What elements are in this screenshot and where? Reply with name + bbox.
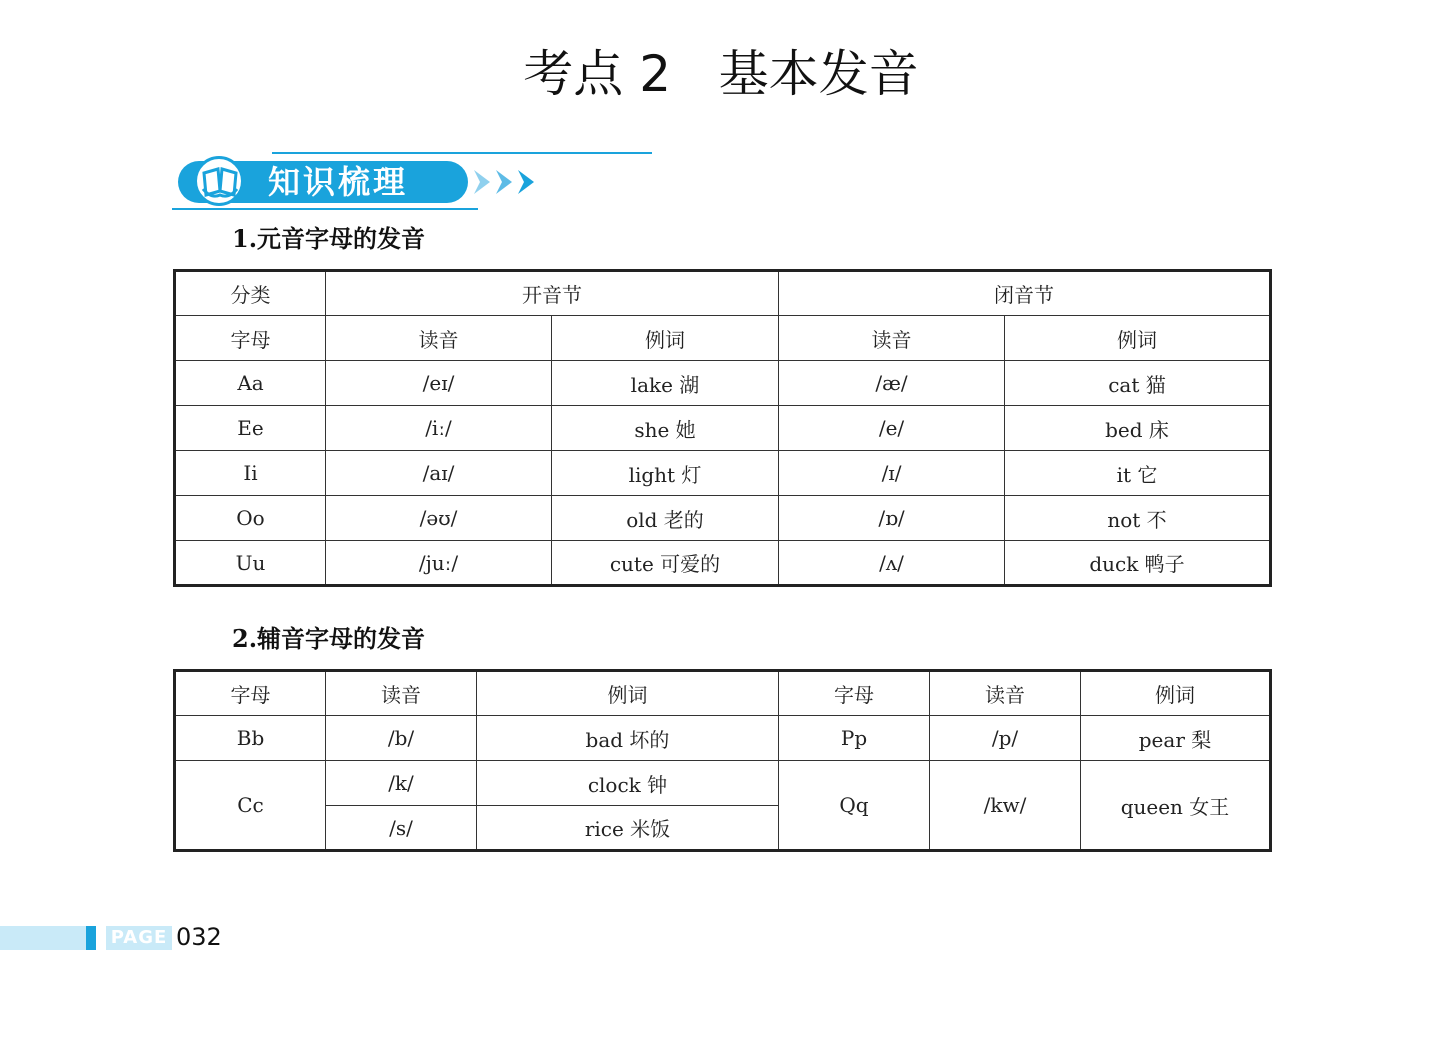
letter-cell: Pp: [779, 716, 930, 761]
table-header-row: [175, 671, 1271, 716]
table-row: [175, 361, 1271, 406]
closed-example-cell: it 它: [1005, 451, 1271, 496]
letter-cell: Oo: [175, 496, 326, 541]
closed-sound-cell: /ɒ/: [779, 496, 1005, 541]
banner-bottom-line: [172, 208, 478, 210]
vowel-table: [173, 269, 1272, 587]
letter-header: 字母: [779, 671, 930, 716]
table-row: [175, 716, 1271, 761]
letter-cell: Ee: [175, 406, 326, 451]
sound-cell: /b/: [326, 716, 477, 761]
closed-sound-cell: /ɪ/: [779, 451, 1005, 496]
example-cell: queen 女王: [1081, 761, 1271, 851]
open-sound-header: 读音: [326, 316, 552, 361]
sound-cell: /s/: [326, 806, 477, 851]
closed-sound-cell: /ʌ/: [779, 541, 1005, 586]
letter-cell: Qq: [779, 761, 930, 851]
page-label: PAGE: [106, 926, 172, 950]
category-header: 分类: [175, 271, 326, 316]
example-cell: bad 坏的: [477, 716, 779, 761]
sound-cell: /kw/: [930, 761, 1081, 851]
letter-header: 字母: [175, 316, 326, 361]
table-row: [175, 761, 1271, 806]
table-header-row: [175, 271, 1271, 316]
open-sound-cell: /eɪ/: [326, 361, 552, 406]
open-example-header: 例词: [552, 316, 779, 361]
triple-chevron-right-icon: [472, 166, 552, 198]
letter-cell: Uu: [175, 541, 326, 586]
open-example-cell: she 她: [552, 406, 779, 451]
table-subheader-row: [175, 316, 1271, 361]
letter-cell: Aa: [175, 361, 326, 406]
closed-example-cell: not 不: [1005, 496, 1271, 541]
consonants-heading: 2.辅音字母的发音: [232, 624, 426, 653]
sound-header: 读音: [326, 671, 477, 716]
letter-cell: Bb: [175, 716, 326, 761]
example-cell: rice 米饭: [477, 806, 779, 851]
table-row: [175, 406, 1271, 451]
closed-sound-cell: /e/: [779, 406, 1005, 451]
closed-example-cell: bed 床: [1005, 406, 1271, 451]
sound-header: 读音: [930, 671, 1081, 716]
letter-header: 字母: [175, 671, 326, 716]
closed-example-cell: cat 猫: [1005, 361, 1271, 406]
example-cell: pear 梨: [1081, 716, 1271, 761]
vowels-heading: 1.元音字母的发音: [232, 224, 426, 253]
closed-syllable-header: 闭音节: [779, 271, 1271, 316]
open-example-cell: lake 湖: [552, 361, 779, 406]
example-cell: clock 钟: [477, 761, 779, 806]
page-number: 032: [176, 923, 222, 951]
open-example-cell: light 灯: [552, 451, 779, 496]
closed-example-header: 例词: [1005, 316, 1271, 361]
open-sound-cell: /əʊ/: [326, 496, 552, 541]
page-title: 考点 2 基本发音: [523, 45, 919, 103]
table-row: [175, 541, 1271, 586]
section-banner: [172, 150, 562, 214]
open-syllable-header: 开音节: [326, 271, 779, 316]
open-example-cell: cute 可爱的: [552, 541, 779, 586]
open-sound-cell: /iː/: [326, 406, 552, 451]
closed-example-cell: duck 鸭子: [1005, 541, 1271, 586]
consonant-table: [173, 669, 1272, 852]
table-row: [175, 496, 1271, 541]
example-header: 例词: [477, 671, 779, 716]
sound-cell: /p/: [930, 716, 1081, 761]
letter-cell: Cc: [175, 761, 326, 851]
example-header: 例词: [1081, 671, 1271, 716]
open-example-cell: old 老的: [552, 496, 779, 541]
open-sound-cell: /juː/: [326, 541, 552, 586]
closed-sound-cell: /æ/: [779, 361, 1005, 406]
footer-bar: [0, 926, 86, 950]
table-row: [175, 451, 1271, 496]
closed-sound-header: 读音: [779, 316, 1005, 361]
open-sound-cell: /aɪ/: [326, 451, 552, 496]
footer-marker: [86, 926, 96, 950]
letter-cell: Ii: [175, 451, 326, 496]
sound-cell: /k/: [326, 761, 477, 806]
open-book-icon: [194, 156, 244, 206]
banner-label: 知识梳理: [268, 163, 409, 201]
banner-top-line: [272, 152, 652, 154]
